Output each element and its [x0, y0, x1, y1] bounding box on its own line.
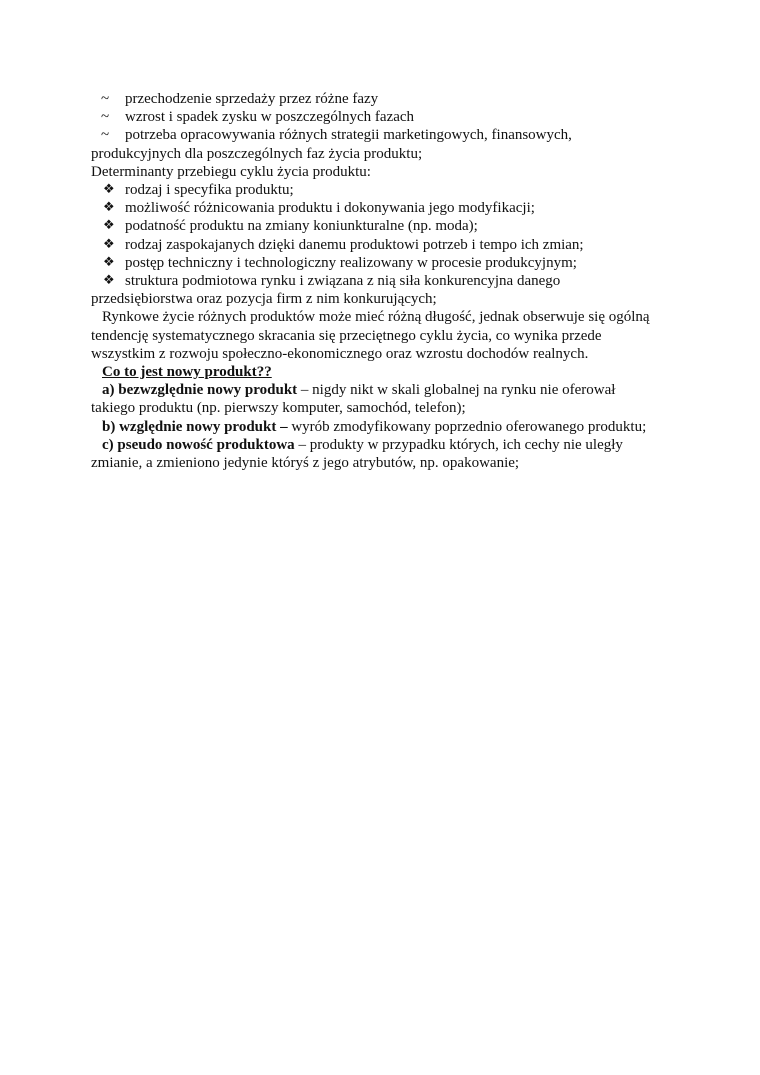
definition-c-text: – produkty w przypadku których, ich cechy nie uległy [294, 436, 623, 453]
list-item-text: struktura podmiotowa rynku i związana z nią siła konkurencyjna danego [125, 273, 561, 290]
list-item-text: rodzaj i specyfika produktu; [125, 182, 294, 199]
tilde-marker: ~ [101, 91, 110, 107]
list-item-text: podatność produktu na zmiany koniunkturalne (np. moda); [125, 218, 478, 235]
list-item-text: wzrost i spadek zysku w poszczególnych fazach [125, 109, 415, 126]
tilde-marker: ~ [101, 127, 110, 144]
diamond-bullet-icon: ❖ [103, 200, 115, 216]
bullet-list-item [91, 236, 681, 254]
tilde-list-item [91, 108, 681, 126]
definition-a-continuation: takiego produktu (np. pierwszy komputer, samochód, telefon); [91, 400, 466, 417]
definition-b-text: wyrób zmodyfikowany poprzednio oferowanego produktu; [287, 418, 647, 435]
definition-c [91, 436, 681, 454]
list-item-text: postęp techniczny i technologiczny realizowany w procesie produkcyjnym; [125, 254, 577, 271]
tilde-marker: ~ [101, 109, 110, 126]
bullet-list-item [91, 181, 681, 199]
diamond-bullet-icon: ❖ [103, 254, 115, 270]
bullet-list-item [91, 217, 681, 235]
term-b: b) względnie nowy produkt – [102, 418, 288, 435]
definition-b [91, 418, 681, 436]
term-c: c) pseudo nowość produktowa [102, 436, 295, 453]
list-item-text: rodzaj zaspokajanych dzięki danemu produktowi potrzeb i tempo ich zmian; [125, 236, 584, 253]
definition-a [91, 381, 681, 399]
list-item-text: potrzeba opracowywania różnych strategii marketingowych, finansowych, [125, 127, 572, 144]
determinants-intro: Determinanty przebiegu cyklu życia produktu: [91, 163, 371, 180]
diamond-bullet-icon: ❖ [103, 218, 115, 234]
tilde-list-item [91, 126, 681, 144]
list-item-continuation: przedsiębiorstwa oraz pozycja firm z nim konkurujących; [91, 291, 437, 308]
bullet-list-item [91, 254, 681, 272]
document-page [91, 90, 681, 472]
list-item-text: przechodzenie sprzedaży przez różne fazy [125, 91, 379, 107]
term-a: a) bezwzględnie nowy produkt [102, 382, 298, 399]
bullet-list-item [91, 199, 681, 217]
diamond-bullet-icon: ❖ [103, 236, 115, 252]
diamond-bullet-icon: ❖ [103, 182, 115, 198]
section-heading: Co to jest nowy produkt?? [102, 364, 272, 381]
tilde-list-item [91, 90, 681, 108]
definition-c-continuation: zmianie, a zmieniono jedynie któryś z jego atrybutów, np. opakowanie; [91, 455, 520, 472]
definition-a-text: – nigdy nikt w skali globalnej na rynku nie oferował [297, 382, 616, 399]
paragraph-line: Rynkowe życie różnych produktów może mieć różną długość, jednak obserwuje się ogólną [102, 309, 650, 326]
paragraph-line: tendencję systematycznego skracania się przeciętnego cyklu życia, co wynika przede [91, 327, 602, 344]
bullet-list-item [91, 272, 681, 290]
list-item-text: możliwość różnicowania produktu i dokonywania jego modyfikacji; [125, 200, 535, 217]
diamond-bullet-icon: ❖ [103, 273, 115, 289]
list-item-continuation: produkcyjnych dla poszczególnych faz życia produktu; [91, 145, 423, 162]
paragraph-line: wszystkim z rozwoju społeczno-ekonomicznego oraz wzrostu dochodów realnych. [91, 345, 589, 362]
